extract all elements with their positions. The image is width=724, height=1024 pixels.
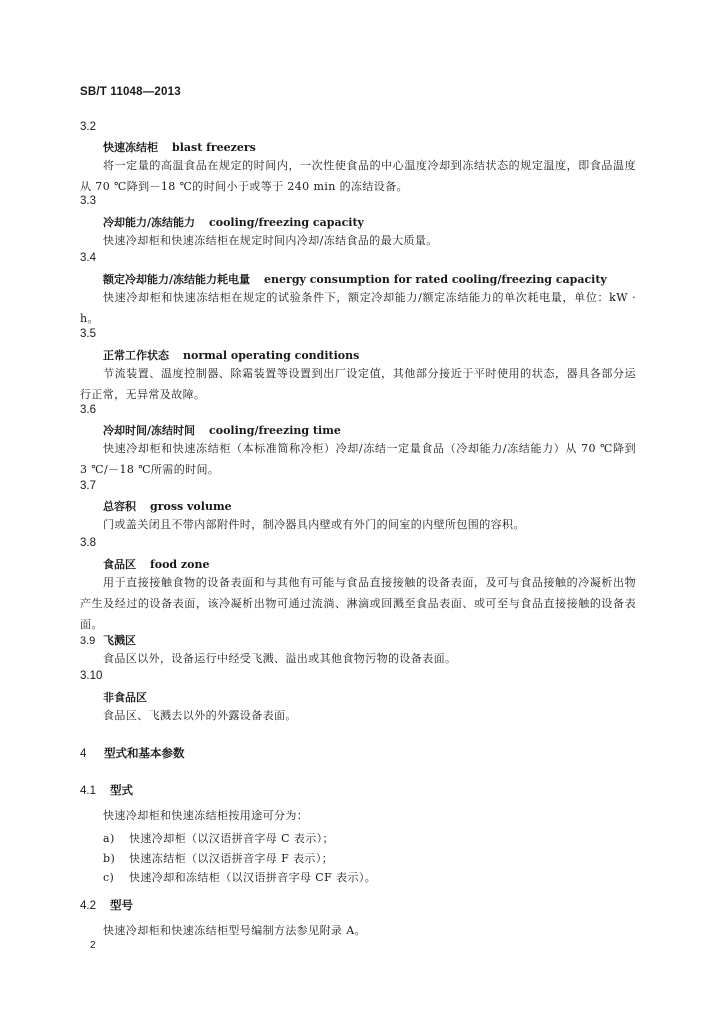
- term-en: gross volume: [150, 500, 232, 513]
- list-marker: b): [103, 852, 116, 865]
- clause-number: 3.3: [80, 195, 96, 207]
- term-heading: [103, 422, 341, 438]
- term-heading: [103, 214, 364, 230]
- subsection-title: 型式: [110, 783, 133, 797]
- list-text: 快速冻结柜（以汉语拼音字母 F 表示）；: [129, 852, 334, 865]
- list-item: [103, 850, 333, 866]
- term-definition: 节流装置、温度控制器、除霜装置等设置到出厂设定值，其他部分接近于平时使用的状态，器具各部分运行正常，无异常及故障。: [80, 367, 636, 401]
- term-en: energy consumption for rated cooling/freezing capacity: [264, 273, 607, 286]
- clause-number: 3.10: [80, 670, 103, 682]
- list-item: [103, 830, 334, 846]
- paragraph: 快速冷却柜和快速冻结柜按用途可分为：: [103, 809, 309, 822]
- term-en: cooling/freezing time: [209, 424, 341, 437]
- term-cn: 正常工作状态: [103, 349, 169, 362]
- term-en: blast freezers: [172, 141, 256, 154]
- section-heading: [80, 745, 185, 761]
- clause-number: 3.7: [80, 480, 96, 492]
- term-cn: 非食品区: [103, 691, 147, 704]
- subsection-title: 型号: [110, 898, 133, 912]
- subsection-number: 4.1: [80, 785, 96, 797]
- term-cn: 冷却时间/冻结时间: [103, 424, 196, 437]
- section-title: 型式和基本参数: [104, 746, 185, 760]
- term-cn: 食品区: [103, 558, 136, 571]
- term-cn: 快速冻结柜: [103, 141, 158, 154]
- list-marker: a): [103, 832, 115, 845]
- term-definition: 快速冷却柜和快速冻结柜在规定的试验条件下，额定冷却能力/额定冻结能力的单次耗电量，单位：kW · h。: [80, 291, 636, 325]
- clause-number: 3.6: [80, 404, 96, 416]
- list-text: 快速冷却柜（以汉语拼音字母 C 表示）；: [129, 832, 334, 845]
- list-item: [103, 869, 376, 885]
- term-heading: [103, 689, 147, 705]
- subsection-heading: [80, 782, 133, 798]
- term-definition: 用于直接接触食物的设备表面和与其他有可能与食品直接接触的设备表面，及可与食品接触的冷凝析出物产生及经过的设备表面，该冷凝析出物可通过流淌、淋滴或回溅至食品表面、或可至与食品直接接触的设备表面。: [80, 576, 636, 631]
- clause-number: 3.9: [80, 635, 96, 647]
- term-definition: 门或盖关闭且不带内部附件时，制冷器具内壁或有外门的间室的内壁所包围的容积。: [103, 518, 525, 531]
- paragraph: 快速冷却柜和快速冻结柜型号编制方法参见附录 A。: [103, 924, 367, 937]
- term-en: normal operating conditions: [183, 349, 360, 362]
- term-heading: [103, 556, 210, 572]
- page-number: 2: [90, 940, 96, 951]
- term-heading: [80, 632, 136, 648]
- standard-code: SB/T 11048—2013: [80, 86, 181, 98]
- term-definition: 快速冷却柜和快速冻结柜（本标准简称冷柜）冷却/冻结一定量食品（冷却能力/冻结能力）从 70 ℃降到 3 ℃/－18 ℃所需的时间。: [80, 442, 636, 476]
- clause-number: 3.5: [80, 328, 96, 340]
- term-heading: [103, 498, 232, 514]
- list-text: 快速冷却和冻结柜（以汉语拼音字母 CF 表示）。: [129, 871, 377, 884]
- term-cn: 额定冷却能力/冻结能力耗电量: [103, 273, 251, 286]
- term-cn: 飞溅区: [103, 634, 136, 647]
- section-number: 4: [80, 748, 87, 760]
- term-definition: 食品区以外，设备运行中经受飞溅、溢出或其他食物污物的设备表面。: [103, 652, 457, 665]
- term-heading: [103, 139, 256, 155]
- clause-number: 3.2: [80, 121, 96, 133]
- clause-number: 3.4: [80, 252, 96, 264]
- term-definition: 快速冷却柜和快速冻结柜在规定时间内冷却/冻结食品的最大质量。: [103, 234, 438, 247]
- list-marker: c): [103, 871, 115, 884]
- term-heading: [103, 271, 607, 287]
- subsection-number: 4.2: [80, 900, 96, 912]
- term-definition: 将一定量的高温食品在规定的时间内，一次性使食品的中心温度冷却到冻结状态的规定温度，即食品温度从 70 ℃降到－18 ℃的时间小于或等于 240 min 的冻结设备。: [80, 159, 636, 193]
- subsection-heading: [80, 897, 133, 913]
- term-cn: 冷却能力/冻结能力: [103, 216, 196, 229]
- term-definition: 食品区、飞溅去以外的外露设备表面。: [103, 709, 297, 722]
- term-heading: [103, 347, 359, 363]
- clause-number: 3.8: [80, 537, 96, 549]
- term-en: cooling/freezing capacity: [209, 216, 364, 229]
- term-cn: 总容积: [103, 500, 136, 513]
- term-en: food zone: [150, 558, 210, 571]
